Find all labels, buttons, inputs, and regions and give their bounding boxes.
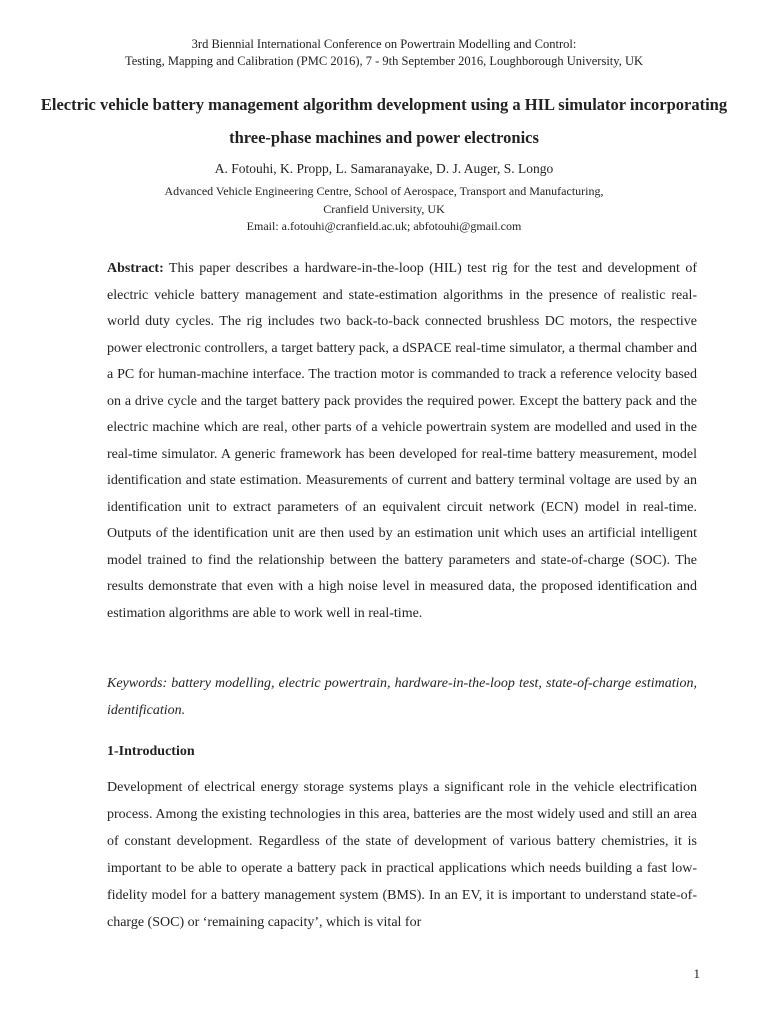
affiliation-line-1: Advanced Vehicle Engineering Centre, School of Aerospace, Transport and Manufacturing, <box>164 184 604 198</box>
abstract-text: This paper describes a hardware-in-the-loop (HIL) test rig for the test and development of electric vehicle battery management and state-estimation algorithms in the presence of realistic real-world duty cycles. The rig includes two back-to-back connected brushless DC motors, the respective power electronic controllers, a target battery pack, a dSPACE real-time simulator, a thermal chamber and a PC for human-machine interface. The traction motor is commanded to track a reference velocity based on a drive cycle and the target battery pack provides the required power. Except the battery pack and the electric machine which are real, other parts of a vehicle powertrain system are modelled and used in the real-time simulator. A generic framework has been developed for real-time battery measurement, model identification and state estimation. Measurements of current and battery terminal voltage are used by an identification unit to extract parameters of an equivalent circuit network (ECN) model in real-time. Outputs of the identification unit are then used by an estimation unit which uses an artificial intelligent model trained to find the relationship between the battery parameters and state-of-charge (SOC). The results demonstrate that even with a high noise level in measured data, the proposed identification and estimation algorithms are able to work well in real-time. <box>107 261 697 621</box>
author-list: A. Fotouhi, K. Propp, L. Samaranayake, D. J. Auger, S. Longo <box>214 161 554 176</box>
section-heading-introduction: 1-Introduction <box>107 744 195 759</box>
affiliation-block <box>0 183 768 236</box>
conference-line-1: 3rd Biennial International Conference on Powertrain Modelling and Control: <box>191 37 577 51</box>
introduction-paragraph: Development of electrical energy storage systems plays a significant role in the vehicle electrification process. Among the existing technologies in this area, batteries are the most widely used and still an area of constant development. Regardless of the state of development of various battery chemistries, it is important to be able to operate a battery pack in practical applications which needs building a fast low-fidelity model for a battery management system (BMS). In an EV, it is important to understand state-of-charge (SOC) or ‘remaining capacity’, which is vital for <box>107 780 697 930</box>
paper-title: Electric vehicle battery management algorithm development using a HIL simulator incorporating three-phase machines and power electronics <box>40 95 728 147</box>
conference-header <box>0 36 768 70</box>
abstract-paragraph <box>107 256 697 627</box>
affiliation-line-2: Cranfield University, UK <box>323 201 445 216</box>
page-number: 1 <box>693 966 700 981</box>
conference-line-2: Testing, Mapping and Calibration (PMC 2016), 7 - 9th September 2016, Loughborough University, UK <box>124 54 644 68</box>
author-email: Email: a.fotouhi@cranfield.ac.uk; abfotouhi@gmail.com <box>246 219 522 233</box>
abstract-label: Abstract: <box>107 261 164 276</box>
keywords-paragraph: Keywords: battery modelling, electric powertrain, hardware-in-the-loop test, state-of-charge estimation, identification. <box>107 676 697 718</box>
